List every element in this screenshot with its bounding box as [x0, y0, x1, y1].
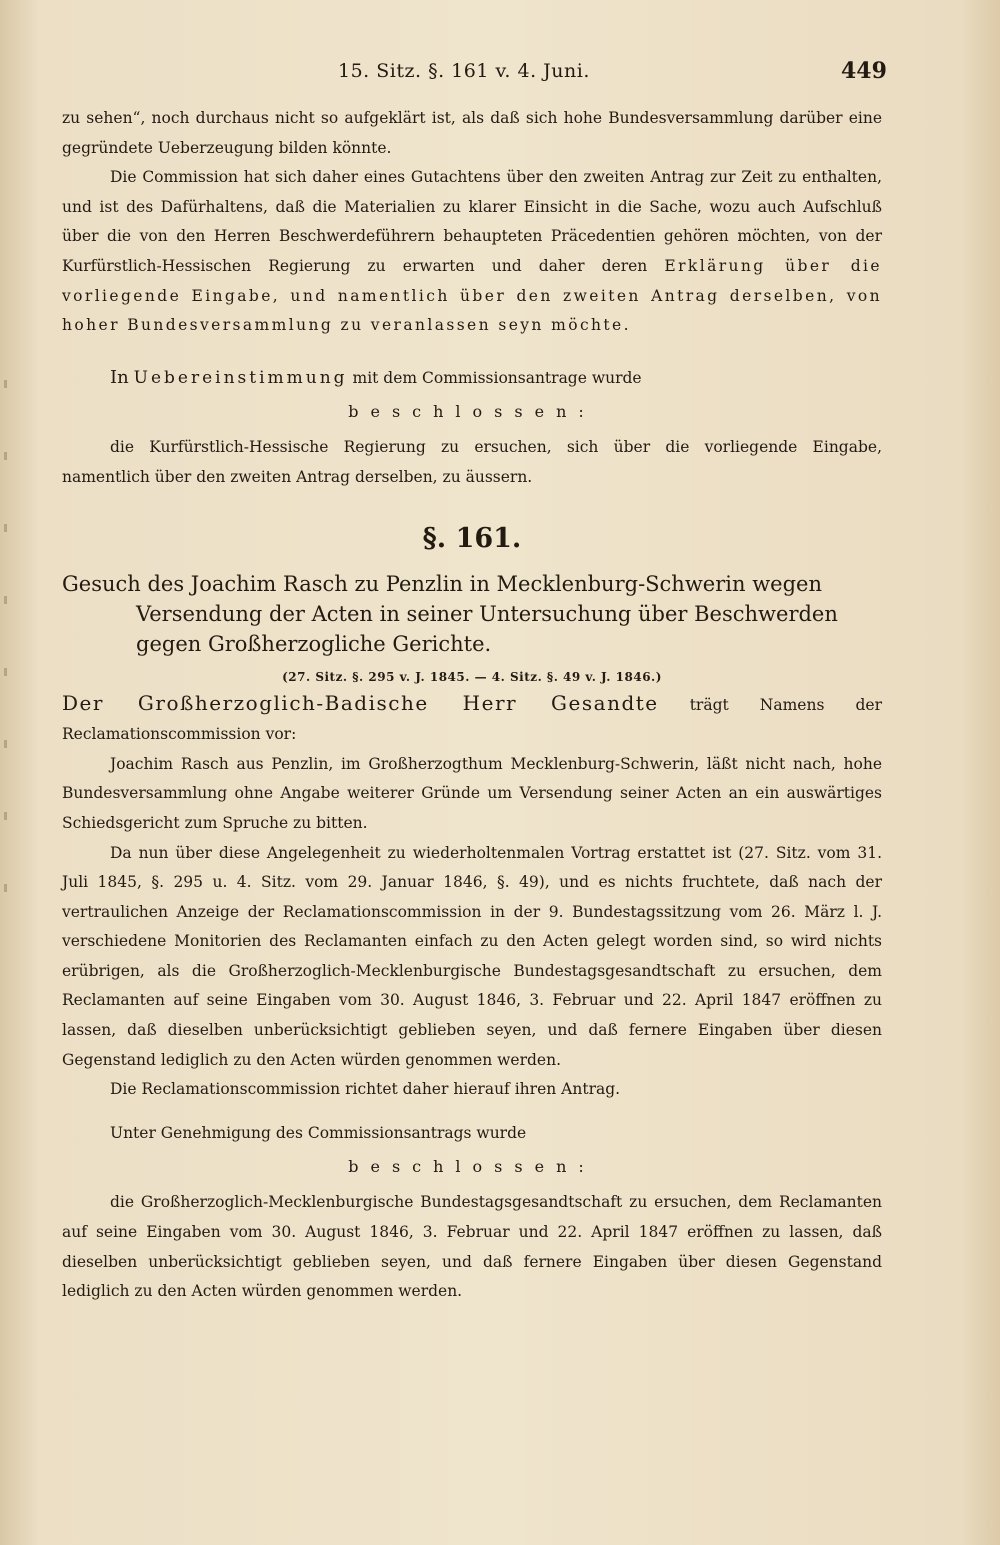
section-reference: (27. Sitz. §. 295 v. J. 1845. — 4. Sitz. §. 49 v. J. 1846.): [282, 669, 662, 684]
resolution-1-text: die Kurfürstlich-Hessische Regierung zu ersuchen, sich über die vorliegende Eingabe, namentlich über den zweiten Antrag derselben, zu äussern.: [62, 438, 882, 486]
section-number: §. 161.: [422, 522, 522, 554]
resolution-2-text: die Großherzoglich-Mecklenburgische Bundestagsgesandtschaft zu ersuchen, dem Reclamanten auf seine Eingaben vom 30. August 1846, 3. Februar und 22. April 1847 eröffnen zu lassen, daß dieselben unberücksichtigt geblieben seyen, und daß fernere Eingaben über diesen Gegenstand lediglich zu den Acten würden genommen werden.: [62, 1193, 882, 1301]
page-number: 449: [841, 58, 887, 84]
intro-paragraph-2-text: Die Commission hat sich daher eines Gutachtens über den zweiten Antrag zur Zeit zu enthalten, und ist des Dafürhaltens, daß die Materialien zu klarer Einsicht in die Sache, wozu auch Aufschluß über die von den Herren Beschwerdeführern behaupteten Präcedentien gehören möchten, von der Kurfürstlich-Hessischen Regierung zu erwarten und daher deren: [62, 168, 882, 275]
intro-paragraph-1: zu sehen“, noch durchaus nicht so aufgeklärt ist, als daß sich hohe Bundesversammlung darüber eine gegründete Ueberzeugung bilden könnte.: [62, 109, 882, 157]
page-body: [62, 104, 882, 1307]
intro-paragraph-2: [62, 163, 882, 341]
section-paragraph-2: Da nun über diese Angelegenheit zu wiederholtenmalen Vortrag erstattet ist (27. Sitz. vom 31. Juli 1845, §. 295 u. 4. Sitz. vom 29. Januar 1846, §. 49), und es nichts fruchtete, daß nach der vertraulichen Anzeige der Reclamationscommission in der 9. Bundestagssitzung vom 26. März l. J. verschiedene Monitorien des Reclamanten einfach zu den Acten gelegt worden sind, so wird nichts erübrigen, als die Großherzoglich-Mecklenburgische Bundestagsgesandtschaft zu ersuchen, dem Reclamanten auf seine Eingaben vom 30. August 1846, 3. Februar und 22. April 1847 eröffnen zu lassen, daß dieselben unberücksichtigt geblieben seyen, und daß fernere Eingaben über diesen Gegenstand lediglich zu den Acten würden genommen werden.: [62, 843, 882, 1069]
running-title: 15. Sitz. §. 161 v. 4. Juni.: [338, 60, 590, 82]
page-header: [0, 58, 1000, 92]
section-heading: Gesuch des Joachim Rasch zu Penzlin in Mecklenburg-Schwerin wegen Versendung der Acten in seiner Untersuchung über Beschwerden gegen Großherzogliche Gerichte.: [62, 571, 838, 656]
resolution-1-lead-prefix: In: [110, 366, 129, 388]
resolution-2-lead: Unter Genehmigung des Commissionsantrags wurde: [110, 1123, 527, 1142]
resolution-1-lead-emph: Uebereinstimmung: [133, 367, 348, 388]
section-envoy: Der Großherzoglich-Badische Herr Gesandte: [62, 690, 659, 715]
section-paragraph-1: Joachim Rasch aus Penzlin, im Großherzogthum Mecklenburg-Schwerin, läßt nicht nach, hohe Bundesversammlung ohne Angabe weiterer Gründe um Versendung seiner Acten an ein auswärtiges Schiedsgericht zum Spruche zu bitten.: [62, 754, 882, 832]
section-lead: [62, 689, 882, 750]
binding-margin: [0, 380, 14, 956]
section-lead-rest: trägt Namens der Reclamationscommission vor:: [62, 695, 882, 744]
section-paragraph-3: Die Reclamationscommission richtet daher hierauf ihren Antrag.: [110, 1080, 621, 1099]
resolution-2-beschlossen: beschlossen:: [348, 1157, 596, 1177]
resolution-1-lead: [62, 363, 882, 394]
intro-paragraph-2-spaced: Erklärung über die vorliegende Eingabe, und namentlich über den zweiten Antrag derselben, von hoher Bundesversammlung zu veranlassen seyn möchte.: [62, 256, 882, 335]
resolution-1-lead-rest: mit dem Commissionsantrage wurde: [352, 368, 642, 387]
resolution-1-beschlossen: beschlossen:: [348, 402, 596, 422]
